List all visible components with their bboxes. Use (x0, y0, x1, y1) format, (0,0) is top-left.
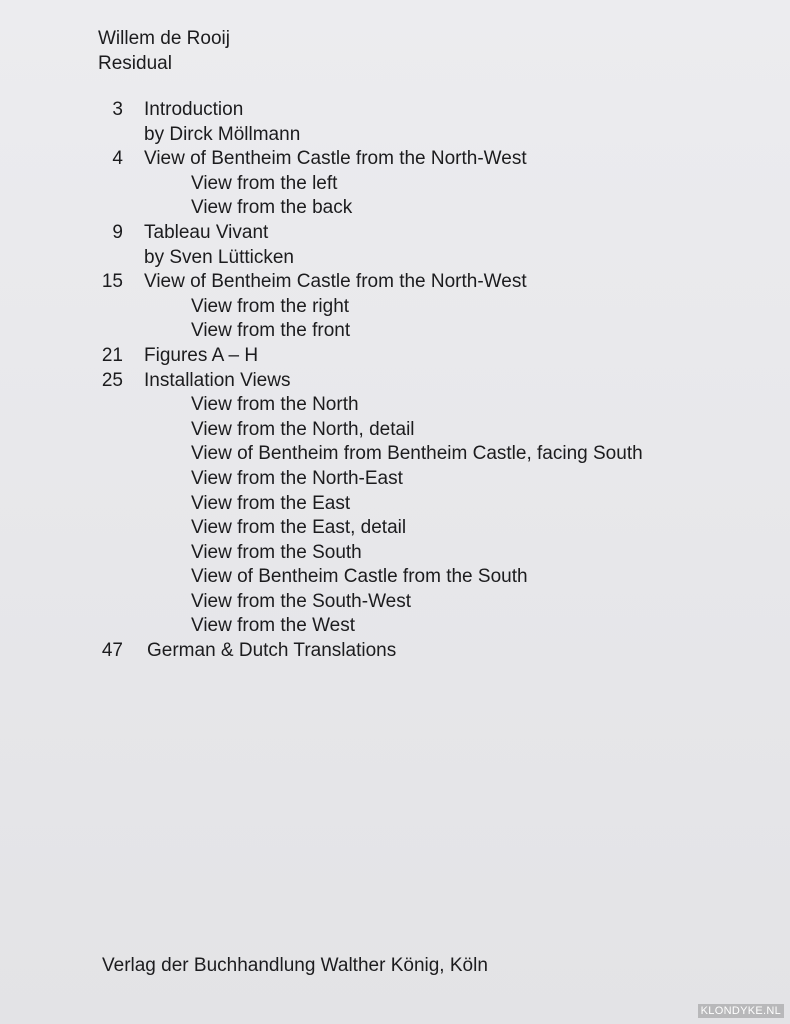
page-header (98, 26, 230, 76)
toc-entry-title: View of Bentheim Castle from the North-West (144, 271, 527, 293)
toc-entry-title: View of Bentheim Castle from the South (191, 566, 528, 588)
toc-entry-title: by Dirck Möllmann (144, 123, 301, 145)
toc-entry (96, 221, 736, 246)
toc-entry-title: View from the East, detail (191, 517, 407, 539)
toc-entry-title: German & Dutch Translations (147, 640, 397, 662)
toc-entry (96, 98, 736, 123)
toc-entry (96, 590, 736, 615)
toc-entry-title: View from the South (191, 541, 362, 563)
toc-entry (96, 516, 736, 541)
toc-entry (96, 246, 736, 271)
toc-entry-title: View of Bentheim from Bentheim Castle, facing South (191, 443, 643, 465)
toc-entry (96, 467, 736, 492)
toc-entry-title: View from the West (191, 615, 356, 637)
toc-entry-title: View from the right (191, 295, 350, 317)
toc-entry (96, 565, 736, 590)
toc-entry (96, 369, 736, 394)
toc-entry-title: View from the North-East (191, 467, 403, 489)
toc-entry-title: Introduction (144, 99, 244, 120)
watermark: KLONDYKE.NL (698, 1004, 784, 1018)
toc-page-number: 25 (101, 369, 123, 391)
toc-entry (96, 541, 736, 566)
toc-entry (96, 196, 736, 221)
toc-page-number: 4 (112, 148, 123, 170)
toc-entry (96, 639, 736, 664)
toc-page-number: 3 (112, 99, 123, 120)
toc-entry (96, 442, 736, 467)
toc-entry (96, 614, 736, 639)
toc-page-number: 15 (101, 271, 123, 293)
toc-entry-title: View from the back (191, 197, 353, 219)
toc-entry (96, 393, 736, 418)
toc-entry-title: View from the front (191, 320, 351, 342)
toc-entry-title: View from the East (191, 492, 351, 514)
toc-entry-title: View from the left (191, 172, 338, 194)
toc-entry-title: View from the South-West (191, 590, 412, 612)
toc-entry (96, 270, 736, 295)
book-title: Residual (98, 53, 172, 74)
toc-entry-title: by Sven Lütticken (144, 246, 294, 268)
toc-entry (96, 295, 736, 320)
toc-page-number: 47 (101, 640, 123, 662)
toc-entry (96, 319, 736, 344)
toc-entry (96, 492, 736, 517)
toc-entry-title: View from the North, detail (191, 418, 415, 440)
toc-entry-title: Tableau Vivant (144, 221, 269, 243)
toc-entry (96, 344, 736, 369)
toc-entry (96, 418, 736, 443)
toc-entry-title: View of Bentheim Castle from the North-West (144, 148, 527, 170)
toc-entry (96, 147, 736, 172)
toc-page-number: 21 (101, 344, 123, 366)
publisher-line: Verlag der Buchhandlung Walther König, Köln (102, 955, 488, 976)
toc-page-number: 9 (112, 221, 123, 243)
table-of-contents (96, 98, 736, 664)
toc-entry-title: Installation Views (144, 369, 291, 391)
toc-entry-title: View from the North (191, 394, 359, 416)
toc-entry-title: Figures A – H (144, 344, 259, 366)
toc-entry (96, 123, 736, 148)
author-name: Willem de Rooij (98, 28, 230, 49)
toc-entry (96, 172, 736, 197)
